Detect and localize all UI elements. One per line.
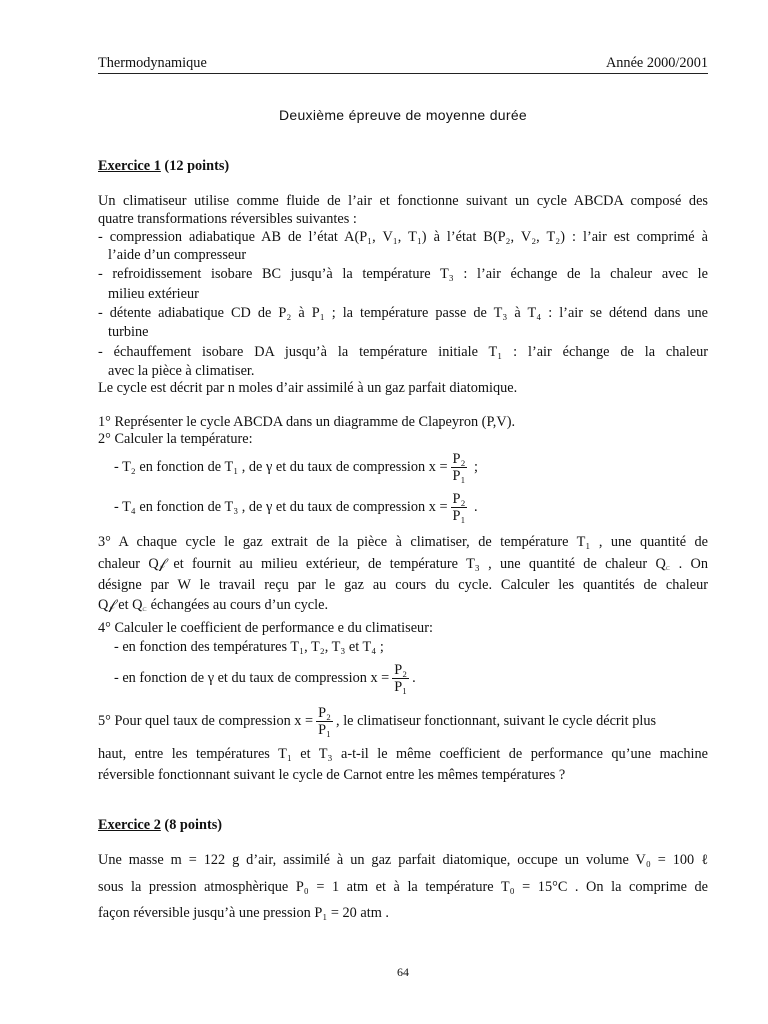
exercise-2-points: (8 points) (160, 817, 223, 833)
page-title: Deuxième épreuve de moyenne durée (278, 107, 528, 123)
ex1-transform-3a: - détente adiabatique CD de P₂ à P₁ ; la température passe de T₃ à T₄ : l’air se détend dans une (98, 305, 708, 321)
fraction-numerator: P₂ (318, 705, 332, 722)
fraction-denominator: P₁ (452, 468, 466, 485)
q5a-end: , le climatiseur fonctionnant, suivant le cycle décrit plus (336, 713, 657, 729)
ex1-question-4b (114, 660, 708, 696)
q4b-end: . (412, 670, 416, 686)
ex1-intro-line1: Un climatiseur utilise comme fluide de l’air et fonctionne suivant un cycle ABCDA composé des (98, 193, 708, 209)
exercise-1-heading (98, 158, 229, 175)
ex1-transform-3b: turbine (108, 324, 149, 340)
q5a-text: 5° Pour quel taux de compression x = (98, 713, 314, 729)
document-page (98, 0, 708, 1024)
exercise-2-label: Exercice 2 (98, 817, 161, 833)
fraction-numerator: P₂ (452, 491, 466, 508)
ex1-transform-1b: l’aide d’un compresseur (108, 247, 247, 263)
compression-ratio-fraction (451, 451, 468, 484)
header-subject: Thermodynamique (98, 55, 207, 71)
ex1-question-3c: désigne par W le travail reçu par le gaz au cours du cycle. Calculer les quantités de chaleur (98, 577, 708, 593)
ex1-intro-line2: quatre transformations réversibles suivantes : (98, 211, 357, 227)
ex2-line-2: sous la pression atmosphèrique P₀ = 1 atm et à la température T₀ = 15°C . On la comprime de (98, 879, 708, 895)
ex1-question-3b: chaleur Q𝒻 et fournit au milieu extérieur, de température T₃ , une quantité de chaleur Q꜀ . On (98, 556, 708, 572)
header-year: Année 2000/2001 (605, 55, 708, 71)
compression-ratio-fraction (392, 662, 409, 695)
ex1-transform-2b: milieu extérieur (108, 286, 199, 302)
ex1-question-2b (114, 489, 708, 525)
ex1-question-4a: - en fonction des températures T₁, T₂, T₃ et T₄ ; (114, 639, 384, 655)
q2a-text: - T₂ en fonction de T₁ , de γ et du taux de compression x = (114, 459, 448, 475)
ex1-question-2: 2° Calculer la température: (98, 431, 253, 447)
fraction-denominator: P₁ (452, 508, 466, 525)
page-number: 64 (397, 965, 409, 979)
ex1-question-3a: 3° A chaque cycle le gaz extrait de la pièce à climatiser, de température T₁ , une quantité de (98, 534, 708, 550)
running-header (98, 55, 708, 74)
q2b-text: - T₄ en fonction de T₃ , de γ et du taux de compression x = (114, 499, 448, 515)
q2a-end: ; (470, 459, 478, 475)
fraction-numerator: P₂ (394, 662, 408, 679)
ex1-transform-4a: - échauffement isobare DA jusqu’à la température initiale T₁ : l’air échange de la chaleur (98, 344, 708, 360)
exercise-2-heading (98, 817, 222, 834)
ex1-question-4: 4° Calculer le coefficient de performance e du climatiseur: (98, 620, 433, 636)
fraction-numerator: P₂ (452, 451, 466, 468)
compression-ratio-fraction (316, 705, 333, 738)
fraction-denominator: P₁ (318, 722, 332, 739)
ex1-transform-4b: avec la pièce à climatiser. (108, 363, 255, 379)
ex1-question-5c: réversible fonctionnant suivant le cycle de Carnot entre les mêmes températures ? (98, 767, 566, 783)
ex2-line-1: Une masse m = 122 g d’air, assimilé à un gaz parfait diatomique, occupe un volume V₀ = 100 ℓ (98, 852, 708, 868)
fraction-denominator: P₁ (394, 679, 408, 696)
q4b-text: - en fonction de γ et du taux de compression x = (114, 670, 390, 686)
ex2-line-3: façon réversible jusqu’à une pression P₁ = 20 atm . (98, 905, 389, 921)
q2b-end: . (470, 499, 478, 515)
exercise-1-label: Exercice 1 (98, 158, 161, 174)
ex1-transform-1a: - compression adiabatique AB de l’état A(P₁, V₁, T₁) à l’état B(P₂, V₂, T₂) : l’air est comprimé à (98, 229, 708, 245)
exercise-1-points: (12 points) (160, 158, 230, 174)
ex1-cycle-description: Le cycle est décrit par n moles d’air assimilé à un gaz parfait diatomique. (98, 380, 518, 396)
ex1-question-2a (114, 449, 708, 485)
ex1-question-1: 1° Représenter le cycle ABCDA dans un diagramme de Clapeyron (P,V). (98, 414, 516, 430)
compression-ratio-fraction (451, 491, 468, 524)
ex1-question-5b: haut, entre les températures T₁ et T₃ a-t-il le même coefficient de performance qu’une machine (98, 746, 708, 762)
ex1-question-5a (98, 703, 708, 739)
ex1-question-3d: Q𝒻 et Q꜀ échangées au cours d’un cycle. (98, 597, 329, 613)
ex1-transform-2a: - refroidissement isobare BC jusqu’à la température T₃ : l’air échange de la chaleur avec le (98, 266, 708, 282)
